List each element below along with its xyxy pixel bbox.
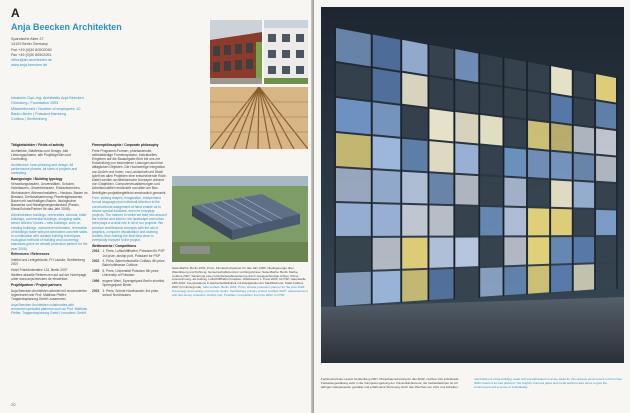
facade-glass-panel [528,208,549,235]
facade-glass-panel [551,66,572,96]
competition-year: 2003 [92,288,100,293]
address-fon: Fon +49 (0)30 80502050 [11,47,52,52]
reference-item: Weitere aktuelle Referenzen auf auf der Homepage unter www.anja-beecken.de einsehbar. [11,273,87,282]
facade-glass-panel [551,123,572,151]
partners-body: Anja Beecken Architekten arbeitet mit renommierten Ingenieuren wie Prof. Matthias Pfeifer, Tragwerksplanung GmbH zusammen. [11,288,88,301]
persons-line: Bauen Berlin | Potsdam Hamburg [11,111,66,116]
caption-left-text: Seitenfläche: Berlin 2004, Prüm, Klimaschutzpartner für das Jahr 2006: Niedrigenergie über Wandlösung und Kühlung, Gemeinschaftszentrum und Ergebnisse. Seitenfläche: Berlin Niethe, Cottbus 2007: Sanierung einer Grundschule/Erweiterung durch zweigeschossige Anbau. Klima-Auszeichnung, als Auftrag. Luftschifffhafen Potsdam: Wettbewerb 1. Preis 2003, für PSP. Hauptstelle LBS 2004. Interpretations & Hochschulbibliothek mit Zweigstellen der Stadtbücherei, Stadt Cottbus 2007 (im Hintergrund). [172,266,306,289]
facade-glass-panel [504,148,526,177]
facade-glass-panel [455,237,478,266]
facade-glass-panel [574,126,594,154]
photo-timber-structure [210,87,308,149]
facade-glass-panel [504,237,526,265]
facade-glass-panel [528,179,549,207]
facade-glass-panel [429,45,453,79]
facade-glass-panel [429,205,453,235]
facade-glass-panel [596,264,616,290]
facade-glass-panel [336,28,371,66]
photo-glass-facade-night [321,7,624,363]
facade-glass-panel [455,175,478,205]
partners-body-en: Anja Beecken Architekten collaborates with renowned specialist planners such as Prof. Matthias Pfeifer, Tragwerksplanung GmbH, Innovatec GmbH. [11,302,88,315]
facade-glass-panel [551,95,572,124]
facade-glass-panel [336,98,371,134]
partners-heading: Projektpartner / Project partners [11,283,62,287]
facade-glass-panel [574,70,594,99]
activity-column [11,143,88,317]
facade-glass-panel [480,267,502,296]
facade-glass-panel [574,264,594,291]
typology-body-en: Administration buildings, universities, schools, hotel buildings, commercial buildings, shopping malls, senior citizens' homes – new buildings, work on existing buildings, monument restoration, renovation of buildings made with pre-fabricated concrete slabs, in combination with durable building techniques, ecological methods of building and low-energy standards (price as climate protection partner for the year 2006). [11,213,88,251]
facade-glass-panel [596,237,616,262]
competition-text: 4. Preis, Bahnhofsstraße Cottbus 4th prize, Bahnhofstrasse Cottbus [102,259,166,268]
facade-glass-panel [480,237,502,266]
section-letter: A [11,6,20,20]
facade-glass-panel [596,101,616,129]
caption-right-en [474,378,624,389]
philosophy-body: Freie Programm-Formen, phantasievolle, selbstständige Formensprache, individuelles Eingehen auf die Bauaufgabe führt bei uns zur Entwicklung von besonderen Lösungen auch bei alltäglichen Objekten. Die Hochwertige Integration von Außen und Innen, von Landschaft und Stadt spielt bei allen Projekten eine entscheidende Rolle. Dabei werden architektonische Konzepte anhand von Graphiken, Computervisualisierungen und Arbeitsmodellen entwickelt und allen am Bau Beteiligten projektbegleitend anschaulich gemacht. [92,148,167,195]
caption-right: Fachhochschule Lausitz Senftenberg 2007: Planerbauvertretung für das IKMZ, Cottbus. Die individuelle Fassadengestaltung setzt in der Campusumgebung der Universität Akzente; der Gebäudekörper ist mit farbigen Glaspaneelen gestaltet und erhält seine Stimmung durch den Wechsel von Licht und Schatten. [321,377,459,389]
facade-glass-panel [455,81,478,113]
facade-glass-panel [455,143,478,174]
competition-item [92,289,168,297]
facade-glass-panel [402,73,427,107]
facade-glass-panel [596,128,616,155]
competition-item [92,249,168,257]
address-web[interactable]: www.anja-beecken.de [11,63,48,68]
competition-year: 1998 [92,269,100,274]
persons-line: Cottbus | Senftenberg [11,117,47,122]
competition-item [92,279,168,287]
facade-glass-panel [455,268,478,298]
facade-glass-panel [373,35,400,71]
address-street: Spandsche Allee 27 [11,37,44,41]
activity-body: Architektur, Städtebau und Design. Alle Leistungsphasen, alle Projektgrößen und Controlling. [11,148,71,161]
persons-block [11,96,84,122]
facade-glass-panel [504,178,526,207]
facade-glass-panel [596,74,616,102]
facade-glass-panel [480,115,502,146]
facade-glass-panel [574,181,594,207]
left-page [0,0,311,413]
right-page [314,0,630,413]
facade-glass-panel [551,180,572,207]
facade-glass-panel [373,102,400,136]
facade-glass-panel [528,120,549,149]
facade-glass-panel [429,238,453,268]
facade-glass-panel [551,209,572,236]
facade-glass-panel [336,272,371,306]
philosophy-column [92,143,168,298]
philosophy-heading: Firmenphilosophie / Corporate philosophy [92,143,159,147]
facade-glass-panel [402,172,427,204]
facade-glass-panel [429,77,453,110]
facade-glass-panel [480,176,502,205]
facade-glass-panel [402,238,427,269]
persons-line: Gründung / Foundation 1993 [11,101,59,106]
reference-item: Institut und Lehrgebäude, FH Lausitz, Senftenberg 2007 [11,257,85,267]
facade-glass-panel [402,106,427,139]
facade-glass-panel [504,58,526,89]
facade-glass-panel [504,267,526,296]
firm-name: Anja Beecken Architekten [11,22,122,32]
facade-glass-panel [373,170,400,203]
facade-glass-panel [480,146,502,176]
facade-glass-panel [480,207,502,236]
facade-glass-panel [528,62,549,93]
address-block [11,37,52,69]
activity-heading: Tätigkeitsfelder / Fields of activity [11,143,64,147]
facade-glass-panel [429,269,453,300]
facade-glass-panel [504,88,526,119]
competitions-list [92,249,168,297]
references-heading: Referenzen / References [11,252,50,257]
facade-glass-panel [402,270,427,302]
facade-glass-panel [551,237,572,264]
caption-left [172,267,308,297]
caption-right-text-en: refurbishment of the building made with pre-fabricated concrete slabs for this campus environment in the former GDR means it as was planned. The brightly coloured glass and metal sections also serve to give the environment and a sense of individuality. [474,377,623,389]
facade-glass-panel [574,237,594,263]
facade-glass-panel [373,238,400,270]
facade-glass-panel [336,238,371,271]
facade-glass-panel [402,139,427,172]
facade-glass-panel [373,271,400,304]
address-city: 14129 Berlin Germany [11,42,48,47]
facade-glass-panel [574,209,594,235]
facade-glass-panel [455,49,478,82]
caption-left-text-en: Side surface: Berlin 2004, Prüm, climate protection partner for the year 2006: low-energy and cooling, community centre. Senftenberg primary school, Cottbus 2007: redevelopment with two-storey extension. Airship port, Potsdam: competition 1st prize 2003, for PSP. [172,284,308,297]
typology-body: Verwaltungsbauten, Universitäten, Schulen, Hotelbauten, Gewerbebauten, Einkaufszentren, Wohnbauten, Altenwohnstätten – Neubau, Bauen im Bestand, Denkmalsanierung, Planfertigbauweise, Bauen mit nachhaltigen Bauen, ökologischer Bauweise und Niedrigenergiestandard (Passiv-Klima/Schutz/Partner für das Jahr 2006). [11,182,88,212]
competition-item [92,259,168,267]
facade-glass-panel [528,266,549,294]
facade-glass-panel [528,237,549,264]
facade-glass-panel [455,112,478,144]
activity-body-en: Architecture, town planning and design. All performance phases, all sizes of projects and controlling. [11,162,78,175]
facade-glass-panel [336,63,371,100]
facade-glass-panel [504,207,526,235]
facade-glass-panel [336,133,371,168]
facade-glass-panel [528,91,549,121]
competition-text: 5. Preis, Universität Potsdam 5th prize, University of Potsdam [102,269,160,278]
competition-text: 3. Preis, Schule Nordhausen 3rd prize, school Nordhausen [102,288,159,297]
competition-year: 1996 [92,278,100,283]
facade-glass-panel [504,118,526,148]
address-fax: Fax +49 (0)30 80502051 [11,52,52,57]
facade-glass-panel [480,54,502,86]
facade-glass-panel [373,68,400,103]
competition-text: 1. Preis, Luftschifffhafen, Potsdam für PSP 1st prize, airship port, Potsdam for PSP [102,249,165,258]
photo-facade-white [264,20,308,84]
page-number: 20 [11,402,16,407]
facade-glass-panel [596,210,616,235]
facade-glass-panel [402,40,427,75]
facade-glass-panel [336,168,371,202]
facade-glass-panel [574,98,594,126]
facade-glass-panel [373,204,400,236]
facade-glass-panel [551,265,572,292]
typology-heading: Bautypologie / Building typology [11,176,63,181]
persons-line: Mitarbeiterzahl / Number of employees: 10 [11,106,81,111]
facade-glass-panel [336,203,371,236]
competition-year: 2003 [92,249,100,254]
competition-item [92,269,168,277]
facade-glass-panel [596,183,616,209]
facade-glass-panel [429,173,453,204]
facade-glass-panel [455,206,478,235]
persons-line: Inhaberin Dipl.-Ing. Architektin Anja Beecken [11,96,84,100]
address-email[interactable]: office@ab-architekten.de [11,58,52,63]
facade-glass-panel [596,156,616,182]
photo-aerial-campus [172,176,308,262]
facade-glass-panel [429,109,453,141]
philosophy-body-en: Free, striking shapes, imaginative, independent formal language plus individual attention to the constructional assignment at hand enable us to devise special solutions, even for everyday projects. The manner in which we take into account the exterior and interior, the landscape and urban area plays a crucial role in all of our projects. We produce architectural concepts with the aid of graphics, computer visualization and working models, thus making the final idea clear to everybody involved in the project. [92,196,167,243]
photo-school-building [210,20,262,84]
facade-glass-panel [574,154,594,181]
facade-glass-panel [429,141,453,173]
facade-glass-panel [528,150,549,179]
facade-glass-panel [480,84,502,115]
competition-year: 2002 [92,259,100,264]
competitions-heading: Wettbewerbe / Competitions [92,243,137,248]
facade-glass-panel [551,152,572,180]
competition-text: engere Wahl, Sprengelpark Berlin shortlist, Sprengelpark Berlin [102,278,165,288]
facade-glass-panel [402,205,427,236]
facade-glass-panel [373,136,400,170]
reference-item: Hotel Frankfurterallee 124, Berlin 2007 [11,267,68,272]
